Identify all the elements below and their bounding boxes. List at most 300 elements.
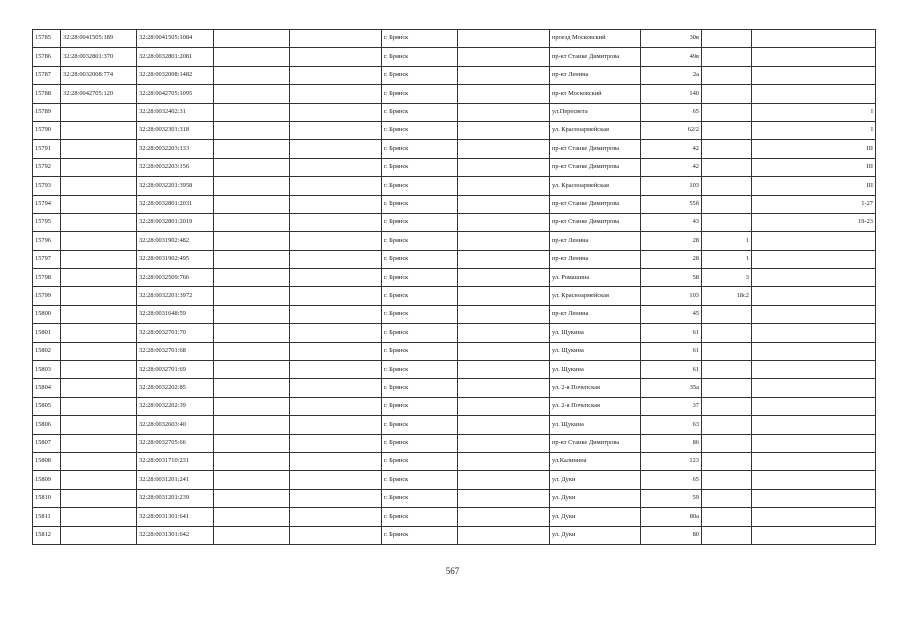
row-number-cell: 15808 <box>33 452 61 470</box>
previous-cadastral-number-cell: 32:28:0042705:120 <box>61 85 137 103</box>
row-number-cell: 15806 <box>33 416 61 434</box>
house-number-cell: 28 <box>641 232 702 250</box>
previous-cadastral-number-cell <box>61 232 137 250</box>
premises-cell <box>752 85 876 103</box>
empty-cell <box>458 287 550 305</box>
premises-cell: III <box>752 177 876 195</box>
house-number-cell: 37 <box>641 397 702 415</box>
table-row <box>33 213 876 231</box>
empty-cell <box>290 250 382 268</box>
empty-cell <box>290 177 382 195</box>
cadastral-number-cell: 32:28:0032701:68 <box>137 342 214 360</box>
house-number-cell: 65 <box>641 103 702 121</box>
house-number-cell: 2а <box>641 66 702 84</box>
house-number-cell: 42 <box>641 140 702 158</box>
empty-cell <box>458 305 550 323</box>
empty-cell <box>290 269 382 287</box>
row-number-cell: 15812 <box>33 526 61 544</box>
empty-cell <box>214 434 290 452</box>
previous-cadastral-number-cell <box>61 250 137 268</box>
building-cell <box>702 177 752 195</box>
city-cell: г. Брянск <box>382 103 458 121</box>
street-cell: ул.Калинина <box>550 452 641 470</box>
building-cell <box>702 48 752 66</box>
city-cell: г. Брянск <box>382 342 458 360</box>
table-row <box>33 508 876 526</box>
street-cell: ул. Щукина <box>550 324 641 342</box>
street-cell: пр-кт Станке Димитрова <box>550 158 641 176</box>
empty-cell <box>290 471 382 489</box>
city-cell: г. Брянск <box>382 85 458 103</box>
previous-cadastral-number-cell <box>61 213 137 231</box>
cadastral-number-cell: 32:28:0032801:2081 <box>137 48 214 66</box>
city-cell: г. Брянск <box>382 452 458 470</box>
row-number-cell: 15799 <box>33 287 61 305</box>
page-number: 567 <box>445 566 460 576</box>
street-cell: ул. Дуки <box>550 526 641 544</box>
empty-cell <box>214 508 290 526</box>
empty-cell <box>458 452 550 470</box>
premises-cell: III <box>752 158 876 176</box>
premises-cell <box>752 489 876 507</box>
city-cell: г. Брянск <box>382 471 458 489</box>
cadastral-number-cell: 32:28:0032705:66 <box>137 434 214 452</box>
premises-cell <box>752 324 876 342</box>
table-row <box>33 305 876 323</box>
row-number-cell: 15791 <box>33 140 61 158</box>
house-number-cell: 59 <box>641 489 702 507</box>
building-cell: 1 <box>702 250 752 268</box>
building-cell <box>702 121 752 139</box>
premises-cell <box>752 30 876 48</box>
city-cell: г. Брянск <box>382 121 458 139</box>
table-row <box>33 250 876 268</box>
house-number-cell: 63 <box>641 416 702 434</box>
premises-cell <box>752 287 876 305</box>
previous-cadastral-number-cell <box>61 471 137 489</box>
street-cell: пр-кт Станке Димитрова <box>550 213 641 231</box>
street-cell: ул. Щукина <box>550 342 641 360</box>
cadastral-number-cell: 32:28:0031301:642 <box>137 526 214 544</box>
cadastral-number-cell: 32:28:0031902:482 <box>137 232 214 250</box>
empty-cell <box>290 66 382 84</box>
table-row <box>33 103 876 121</box>
street-cell: пр-кт Станке Димитрова <box>550 195 641 213</box>
table-row <box>33 379 876 397</box>
street-cell: проезд Московский <box>550 30 641 48</box>
house-number-cell: 65 <box>641 471 702 489</box>
empty-cell <box>458 361 550 379</box>
street-cell: ул. 2-я Почепская <box>550 379 641 397</box>
table-row <box>33 324 876 342</box>
empty-cell <box>214 250 290 268</box>
city-cell: г. Брянск <box>382 250 458 268</box>
city-cell: г. Брянск <box>382 287 458 305</box>
house-number-cell: 58 <box>641 269 702 287</box>
previous-cadastral-number-cell: 32:28:0032801:370 <box>61 48 137 66</box>
premises-cell <box>752 305 876 323</box>
row-number-cell: 15793 <box>33 177 61 195</box>
empty-cell <box>290 121 382 139</box>
cadastral-number-cell: 32:28:0032201:3958 <box>137 177 214 195</box>
house-number-cell: 28 <box>641 250 702 268</box>
empty-cell <box>458 397 550 415</box>
empty-cell <box>458 66 550 84</box>
premises-cell <box>752 48 876 66</box>
previous-cadastral-number-cell <box>61 324 137 342</box>
building-cell: 1 <box>702 232 752 250</box>
table-row <box>33 66 876 84</box>
premises-cell <box>752 232 876 250</box>
table-row <box>33 434 876 452</box>
premises-cell: I <box>752 103 876 121</box>
row-number-cell: 15785 <box>33 30 61 48</box>
building-cell <box>702 342 752 360</box>
row-number-cell: 15794 <box>33 195 61 213</box>
row-number-cell: 15795 <box>33 213 61 231</box>
empty-cell <box>290 213 382 231</box>
empty-cell <box>458 508 550 526</box>
building-cell <box>702 397 752 415</box>
building-cell <box>702 66 752 84</box>
empty-cell <box>458 232 550 250</box>
cadastral-number-cell: 32:28:0032801:2019 <box>137 213 214 231</box>
premises-cell <box>752 250 876 268</box>
table-row <box>33 397 876 415</box>
empty-cell <box>214 158 290 176</box>
empty-cell <box>458 489 550 507</box>
previous-cadastral-number-cell <box>61 269 137 287</box>
cadastral-number-cell: 32:28:0032203:156 <box>137 158 214 176</box>
building-cell <box>702 324 752 342</box>
empty-cell <box>214 489 290 507</box>
empty-cell <box>458 158 550 176</box>
row-number-cell: 15810 <box>33 489 61 507</box>
previous-cadastral-number-cell <box>61 177 137 195</box>
table-row <box>33 232 876 250</box>
empty-cell <box>290 489 382 507</box>
empty-cell <box>214 195 290 213</box>
row-number-cell: 15789 <box>33 103 61 121</box>
previous-cadastral-number-cell <box>61 305 137 323</box>
empty-cell <box>290 434 382 452</box>
previous-cadastral-number-cell <box>61 140 137 158</box>
empty-cell <box>214 213 290 231</box>
row-number-cell: 15788 <box>33 85 61 103</box>
house-number-cell: 55б <box>641 195 702 213</box>
cadastral-number-cell: 32:28:0031710:231 <box>137 452 214 470</box>
city-cell: г. Брянск <box>382 434 458 452</box>
cadastral-number-cell: 32:28:0032301:318 <box>137 121 214 139</box>
cadastral-number-cell: 32:28:0032701:70 <box>137 324 214 342</box>
empty-cell <box>290 103 382 121</box>
premises-cell <box>752 452 876 470</box>
empty-cell <box>214 85 290 103</box>
cadastral-number-cell: 32:28:0032701:69 <box>137 361 214 379</box>
previous-cadastral-number-cell <box>61 489 137 507</box>
empty-cell <box>290 158 382 176</box>
empty-cell <box>290 416 382 434</box>
empty-cell <box>214 177 290 195</box>
empty-cell <box>214 324 290 342</box>
empty-cell <box>214 287 290 305</box>
table-row <box>33 140 876 158</box>
cadastral-number-cell: 32:28:0032402:31 <box>137 103 214 121</box>
row-number-cell: 15797 <box>33 250 61 268</box>
row-number-cell: 15807 <box>33 434 61 452</box>
previous-cadastral-number-cell: 32:28:0032008:774 <box>61 66 137 84</box>
street-cell: пр-кт Ленина <box>550 250 641 268</box>
house-number-cell: 35а <box>641 379 702 397</box>
city-cell: г. Брянск <box>382 324 458 342</box>
premises-cell <box>752 397 876 415</box>
city-cell: г. Брянск <box>382 489 458 507</box>
table-row <box>33 48 876 66</box>
street-cell: ул. Ромашина <box>550 269 641 287</box>
cadastral-number-cell: 32:28:0032008:1482 <box>137 66 214 84</box>
house-number-cell: 45 <box>641 305 702 323</box>
building-cell <box>702 452 752 470</box>
row-number-cell: 15802 <box>33 342 61 360</box>
cadastral-number-cell: 32:28:0031648:59 <box>137 305 214 323</box>
empty-cell <box>290 140 382 158</box>
street-cell: пр-кт Станке Димитрова <box>550 140 641 158</box>
cadastral-number-cell: 32:28:0031201:241 <box>137 471 214 489</box>
street-cell: пр-кт Ленина <box>550 232 641 250</box>
street-cell: пр-кт Ленина <box>550 305 641 323</box>
building-cell: 3 <box>702 269 752 287</box>
empty-cell <box>458 324 550 342</box>
empty-cell <box>458 471 550 489</box>
street-cell: ул. Дуки <box>550 508 641 526</box>
city-cell: г. Брянск <box>382 508 458 526</box>
cadastral-number-cell: 32:28:0032203:133 <box>137 140 214 158</box>
previous-cadastral-number-cell <box>61 397 137 415</box>
city-cell: г. Брянск <box>382 213 458 231</box>
premises-cell <box>752 526 876 544</box>
city-cell: г. Брянск <box>382 66 458 84</box>
city-cell: г. Брянск <box>382 158 458 176</box>
city-cell: г. Брянск <box>382 195 458 213</box>
building-cell <box>702 434 752 452</box>
previous-cadastral-number-cell <box>61 361 137 379</box>
row-number-cell: 15811 <box>33 508 61 526</box>
table-row <box>33 471 876 489</box>
empty-cell <box>290 195 382 213</box>
empty-cell <box>290 324 382 342</box>
row-number-cell: 15792 <box>33 158 61 176</box>
table-row <box>33 177 876 195</box>
building-cell <box>702 158 752 176</box>
cadastral-number-cell: 32:28:0031902:495 <box>137 250 214 268</box>
premises-cell <box>752 379 876 397</box>
street-cell: ул.Пересвета <box>550 103 641 121</box>
street-cell: ул. 2-я Почепская <box>550 397 641 415</box>
cadastral-number-cell: 32:28:0031201:239 <box>137 489 214 507</box>
table-row <box>33 121 876 139</box>
empty-cell <box>214 342 290 360</box>
cadastral-number-cell: 32:28:0032801:2031 <box>137 195 214 213</box>
city-cell: г. Брянск <box>382 379 458 397</box>
empty-cell <box>290 526 382 544</box>
premises-cell: III <box>752 140 876 158</box>
building-cell <box>702 85 752 103</box>
street-cell: ул. Дуки <box>550 489 641 507</box>
empty-cell <box>290 361 382 379</box>
row-number-cell: 15809 <box>33 471 61 489</box>
previous-cadastral-number-cell <box>61 416 137 434</box>
empty-cell <box>290 48 382 66</box>
street-cell: ул. Красноармейская <box>550 121 641 139</box>
building-cell <box>702 489 752 507</box>
cadastral-number-cell: 32:28:0032202:85 <box>137 379 214 397</box>
house-number-cell: 42 <box>641 158 702 176</box>
table-row <box>33 452 876 470</box>
previous-cadastral-number-cell <box>61 434 137 452</box>
building-cell <box>702 526 752 544</box>
table-row <box>33 342 876 360</box>
previous-cadastral-number-cell <box>61 158 137 176</box>
premises-cell <box>752 434 876 452</box>
row-number-cell: 15790 <box>33 121 61 139</box>
empty-cell <box>214 269 290 287</box>
previous-cadastral-number-cell: 32:28:0041505:189 <box>61 30 137 48</box>
premises-cell <box>752 471 876 489</box>
row-number-cell: 15796 <box>33 232 61 250</box>
street-cell: пр-кт Станке Димитрова <box>550 434 641 452</box>
previous-cadastral-number-cell <box>61 121 137 139</box>
empty-cell <box>290 232 382 250</box>
premises-cell <box>752 66 876 84</box>
previous-cadastral-number-cell <box>61 103 137 121</box>
table-row <box>33 158 876 176</box>
empty-cell <box>214 526 290 544</box>
row-number-cell: 15804 <box>33 379 61 397</box>
row-number-cell: 15805 <box>33 397 61 415</box>
table-row <box>33 195 876 213</box>
street-cell: ул. Красноармейская <box>550 177 641 195</box>
empty-cell <box>458 30 550 48</box>
street-cell: ул. Щукина <box>550 361 641 379</box>
house-number-cell: 62/2 <box>641 121 702 139</box>
empty-cell <box>458 250 550 268</box>
empty-cell <box>214 416 290 434</box>
house-number-cell: 80 <box>641 526 702 544</box>
empty-cell <box>290 305 382 323</box>
cadastral-number-cell: 32:28:0032603:40 <box>137 416 214 434</box>
building-cell <box>702 305 752 323</box>
empty-cell <box>458 342 550 360</box>
table-body <box>33 30 876 545</box>
empty-cell <box>458 48 550 66</box>
house-number-cell: 86 <box>641 434 702 452</box>
building-cell <box>702 30 752 48</box>
empty-cell <box>458 103 550 121</box>
city-cell: г. Брянск <box>382 140 458 158</box>
city-cell: г. Брянск <box>382 305 458 323</box>
empty-cell <box>458 140 550 158</box>
house-number-cell: 123 <box>641 452 702 470</box>
empty-cell <box>290 30 382 48</box>
building-cell <box>702 416 752 434</box>
empty-cell <box>458 177 550 195</box>
row-number-cell: 15800 <box>33 305 61 323</box>
previous-cadastral-number-cell <box>61 526 137 544</box>
cadastral-number-cell: 32:28:0032201:3972 <box>137 287 214 305</box>
empty-cell <box>458 195 550 213</box>
table-row <box>33 85 876 103</box>
house-number-cell: 61 <box>641 342 702 360</box>
house-number-cell: 49в <box>641 48 702 66</box>
building-cell <box>702 361 752 379</box>
house-number-cell: 61 <box>641 324 702 342</box>
cadastral-number-cell: 32:28:0032202:39 <box>137 397 214 415</box>
building-cell <box>702 103 752 121</box>
street-cell: ул. Дуки <box>550 471 641 489</box>
empty-cell <box>458 416 550 434</box>
table-row <box>33 269 876 287</box>
empty-cell <box>214 452 290 470</box>
empty-cell <box>458 269 550 287</box>
empty-cell <box>214 66 290 84</box>
table-row <box>33 361 876 379</box>
empty-cell <box>214 103 290 121</box>
house-number-cell: 103 <box>641 177 702 195</box>
row-number-cell: 15801 <box>33 324 61 342</box>
empty-cell <box>214 397 290 415</box>
cadastral-number-cell: 32:28:0031301:641 <box>137 508 214 526</box>
city-cell: г. Брянск <box>382 177 458 195</box>
empty-cell <box>290 508 382 526</box>
empty-cell <box>458 85 550 103</box>
previous-cadastral-number-cell <box>61 379 137 397</box>
street-cell: пр-кт Ленина <box>550 66 641 84</box>
table-row <box>33 489 876 507</box>
premises-cell <box>752 269 876 287</box>
empty-cell <box>214 232 290 250</box>
premises-cell: 1-27 <box>752 195 876 213</box>
building-cell <box>702 195 752 213</box>
cadastral-number-cell: 32:28:0042705:1095 <box>137 85 214 103</box>
empty-cell <box>458 434 550 452</box>
building-cell <box>702 508 752 526</box>
cadastral-number-cell: 32:28:0032509:766 <box>137 269 214 287</box>
city-cell: г. Брянск <box>382 361 458 379</box>
city-cell: г. Брянск <box>382 232 458 250</box>
building-cell <box>702 379 752 397</box>
empty-cell <box>214 48 290 66</box>
empty-cell <box>458 526 550 544</box>
row-number-cell: 15798 <box>33 269 61 287</box>
row-number-cell: 15803 <box>33 361 61 379</box>
street-cell: пр-кт Московский <box>550 85 641 103</box>
premises-cell <box>752 361 876 379</box>
previous-cadastral-number-cell <box>61 508 137 526</box>
empty-cell <box>458 379 550 397</box>
city-cell: г. Брянск <box>382 269 458 287</box>
empty-cell <box>214 471 290 489</box>
premises-cell: 19-23 <box>752 213 876 231</box>
street-cell: ул. Щукина <box>550 416 641 434</box>
row-number-cell: 15787 <box>33 66 61 84</box>
house-number-cell: 61 <box>641 361 702 379</box>
empty-cell <box>214 305 290 323</box>
house-number-cell: 80а <box>641 508 702 526</box>
city-cell: г. Брянск <box>382 48 458 66</box>
premises-cell <box>752 416 876 434</box>
premises-cell <box>752 342 876 360</box>
empty-cell <box>290 397 382 415</box>
